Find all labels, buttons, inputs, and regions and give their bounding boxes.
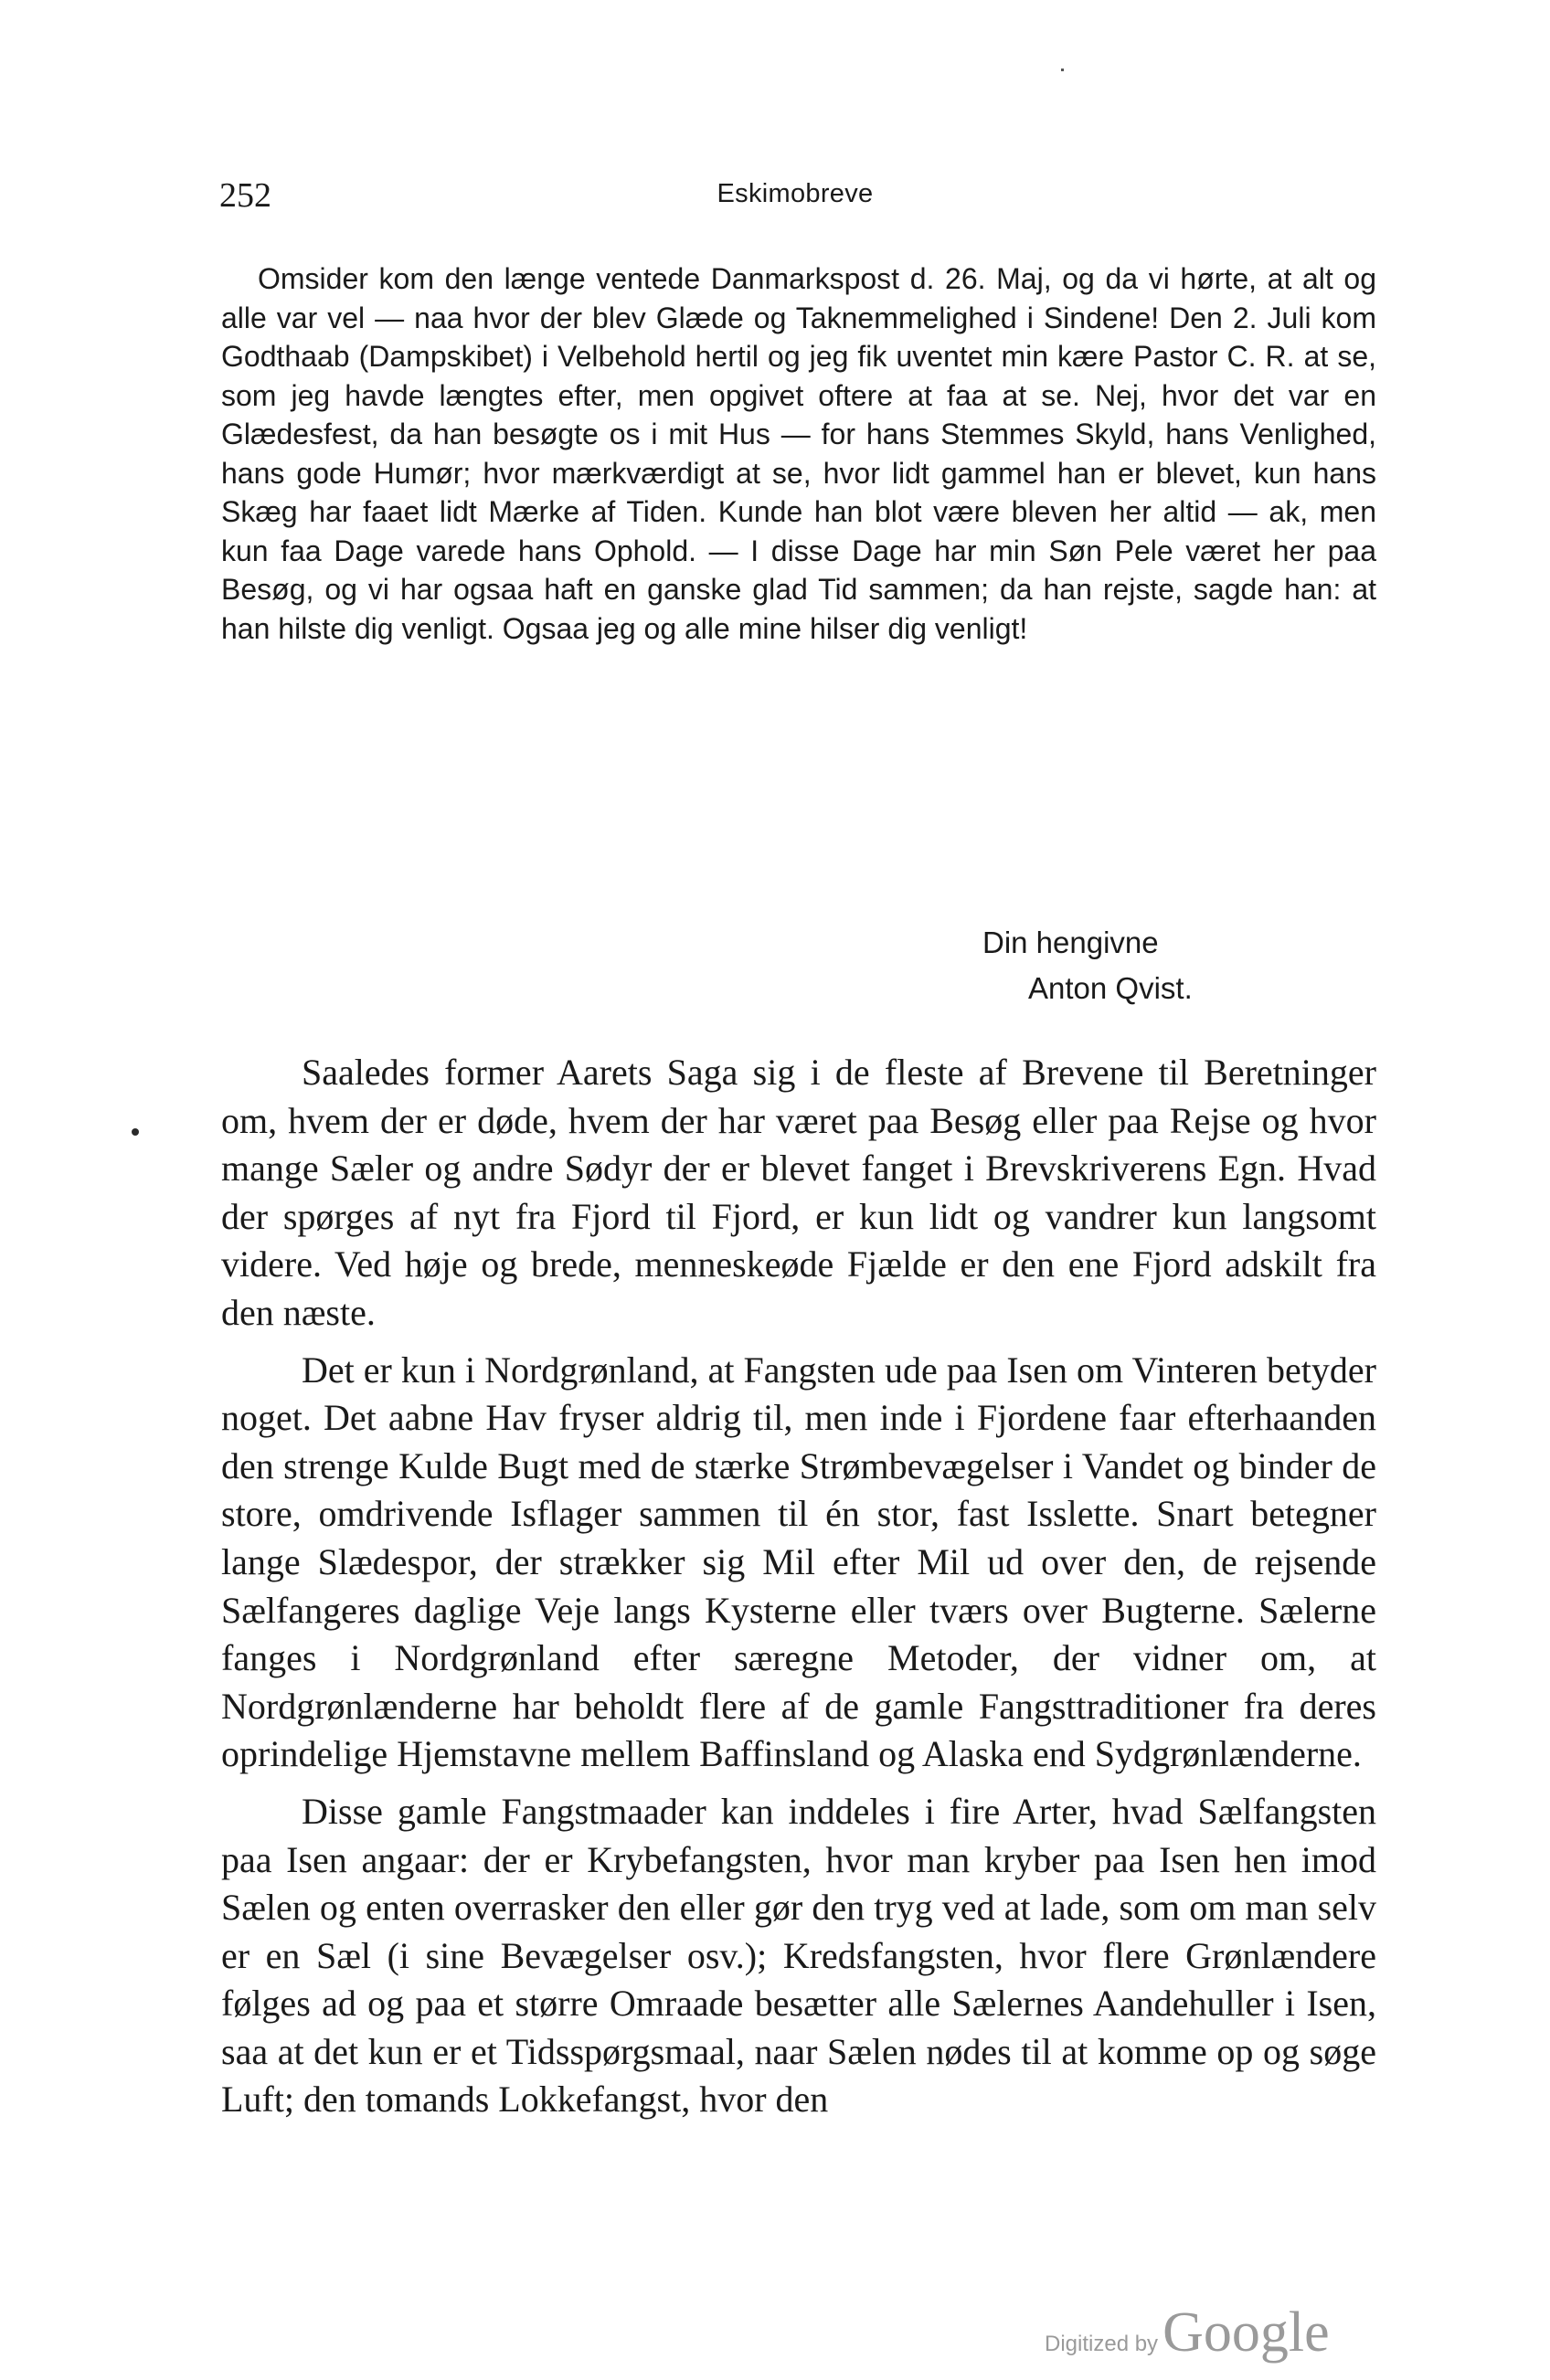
essay-text: [221, 1049, 1376, 2124]
page-header: [219, 175, 1371, 215]
margin-mark: [132, 1128, 139, 1136]
closing-salutation: Din hengivne: [982, 926, 1159, 959]
google-logo: Google: [1162, 2301, 1330, 2364]
letter-paragraph: Omsider kom den længe ventede Danmarkspost d. 26. Maj, og da vi hørte, at alt og alle var vel — naa hvor der blev Glæde og Taknemmelighed i Sindene! Den 2. Juli kom Godthaab (Dampskibet) i Velbehold hertil og jeg fik uventet min kære Pastor C. R. at se, som jeg havde længtes efter, men opgivet oftere at faa at se. Nej, hvor det var en Glædesfest, da han besøgte os i mit Hus — for hans Stemmes Skyld, hans Venlighed, hans gode Humør; hvor mærkværdigt at se, hvor lidt gammel han er blevet, kun hans Skæg har faaet lidt Mærke af Tiden. Kunde han blot være bleven her altid — ak, men kun faa Dage varede hans Ophold. — I disse Dage har min Søn Pele været her paa Besøg, og vi har ogsaa haft en ganske glad Tid sammen; da han rejste, sagde han: at han hilste dig venligt. Ogsaa jeg og alle mine hilser dig venligt!: [221, 262, 1376, 645]
page-number: 252: [219, 176, 271, 215]
digitized-by-label: Digitized by: [1045, 2332, 1159, 2356]
essay-paragraph-2: Det er kun i Nordgrønland, at Fangsten ude paa Isen om Vinteren betyder noget. Det aabne Hav fryser aldrig til, men inde i Fjordene faar efterhaanden den strenge Kulde Bugt med de stærke Strømbevægelser i Vandet og binder de store, omdrivende Isflager sammen til én stor, fast Isslette. Snart betegner lange Slædespor, der strækker sig Mil efter Mil ud over den, de rejsende Sælfangeres daglige Veje langs Kysterne eller tværs over Bugterne. Sælerne fanges i Nordgrønland efter særegne Metoder, der vidner om, at Nordgrønlænderne har beholdt flere af de gamle Fangsttraditioner fra deres oprindelige Hjemstavne mellem Baffinsland og Alaska end Sydgrønlænderne.: [221, 1349, 1376, 1775]
running-title: Eskimobreve: [717, 179, 874, 208]
essay-paragraph-1: Saaledes former Aarets Saga sig i de fleste af Brevene til Beretninger om, hvem der er døde, hvem der har været paa Besøg eller paa Rejse og hvor mange Sæler og andre Sødyr der er blevet fanget i Brevskriverens Egn. Hvad der spørges af nyt fra Fjord til Fjord, er kun lidt og vandrer kun langsomt videre. Ved høje og brede, menneskeøde Fjælde er den ene Fjord adskilt fra den næste.: [221, 1052, 1376, 1333]
signature: Anton Qvist.: [1028, 971, 1193, 1005]
scan-speck: [1061, 69, 1064, 71]
essay-paragraph-3: Disse gamle Fangstmaader kan inddeles i fire Arter, hvad Sælfangsten paa Isen angaar: der er Krybefangsten, hvor man kryber paa Isen hen imod Sælen og enten overrasker den eller gør den tryg ved at lade, som om man selv er en Sæl (i sine Bevægelser osv.); Kredsfangsten, hvor flere Grønlændere følges ad og paa et større Omraade besætter alle Sælernes Aandehuller i Isen, saa at det kun er et Tidsspørgsmaal, naar Sælen nødes til at komme op og søge Luft; den tomands Lokkefangst, hvor den: [221, 1790, 1376, 2121]
letter-text: [221, 259, 1376, 648]
digitized-watermark: [1045, 2301, 1330, 2365]
